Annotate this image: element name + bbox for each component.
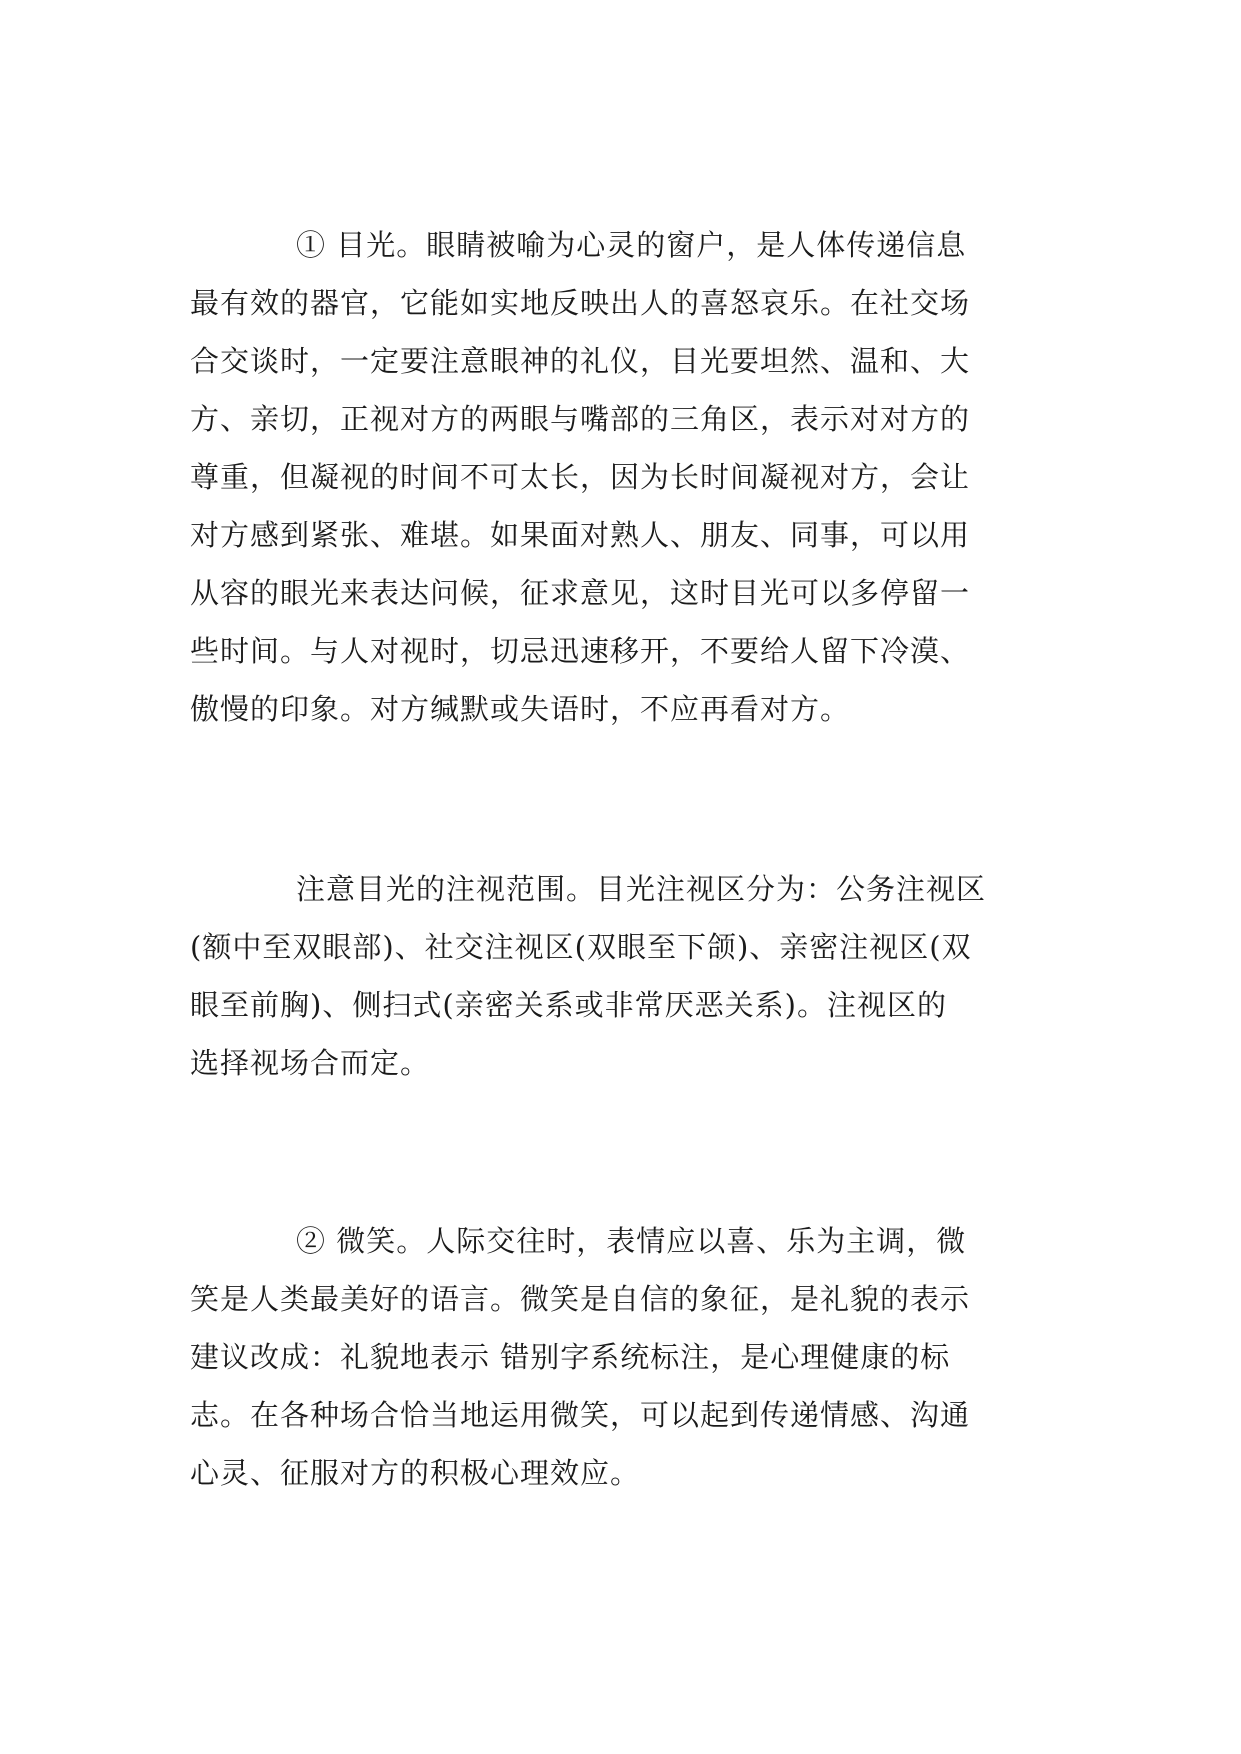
paragraph-line: 方、亲切，正视对方的两眼与嘴部的三角区，表示对对方的 [190, 402, 971, 436]
paragraph-line: 选择视场合而定。 [190, 1046, 431, 1080]
paragraph-line: 笑是人类最美好的语言。微笑是自信的象征，是礼貌的表示 [190, 1282, 971, 1316]
paragraph-line: ② 微笑。人际交往时，表情应以喜、乐为主调，微 [296, 1224, 967, 1258]
paragraph-line: 心灵、征服对方的积极心理效应。 [190, 1456, 641, 1490]
paragraph-line: 傲慢的印象。对方缄默或失语时，不应再看对方。 [190, 692, 851, 726]
paragraph-line: ① 目光。眼睛被喻为心灵的窗户，是人体传递信息 [296, 228, 967, 262]
paragraph-line: 合交谈时，一定要注意眼神的礼仪，目光要坦然、温和、大 [190, 344, 971, 378]
paragraph-line: 些时间。与人对视时，切忌迅速移开，不要给人留下冷漠、 [190, 634, 971, 668]
paragraph-line: 建议改成：礼貌地表示 错别字系统标注，是心理健康的标 [190, 1340, 951, 1374]
paragraph-gaze-zones [190, 860, 1070, 1092]
paragraph-line: 眼至前胸)、侧扫式(亲密关系或非常厌恶关系)。注视区的 [190, 988, 947, 1022]
paragraph-eye-contact [190, 216, 1070, 738]
paragraph-line: 对方感到紧张、难堪。如果面对熟人、朋友、同事，可以用 [190, 518, 971, 552]
paragraph-smile [190, 1212, 1070, 1502]
paragraph-line: 志。在各种场合恰当地运用微笑，可以起到传递情感、沟通 [190, 1398, 971, 1432]
paragraph-line: 尊重，但凝视的时间不可太长，因为长时间凝视对方，会让 [190, 460, 971, 494]
paragraph-line: 从容的眼光来表达问候，征求意见，这时目光可以多停留一 [190, 576, 971, 610]
paragraph-line: 最有效的器官，它能如实地反映出人的喜怒哀乐。在社交场 [190, 286, 971, 320]
paragraph-line: (额中至双眼部)、社交注视区(双眼至下颌)、亲密注视区(双 [190, 930, 972, 964]
paragraph-line: 注意目光的注视范围。目光注视区分为：公务注视区 [296, 872, 987, 906]
